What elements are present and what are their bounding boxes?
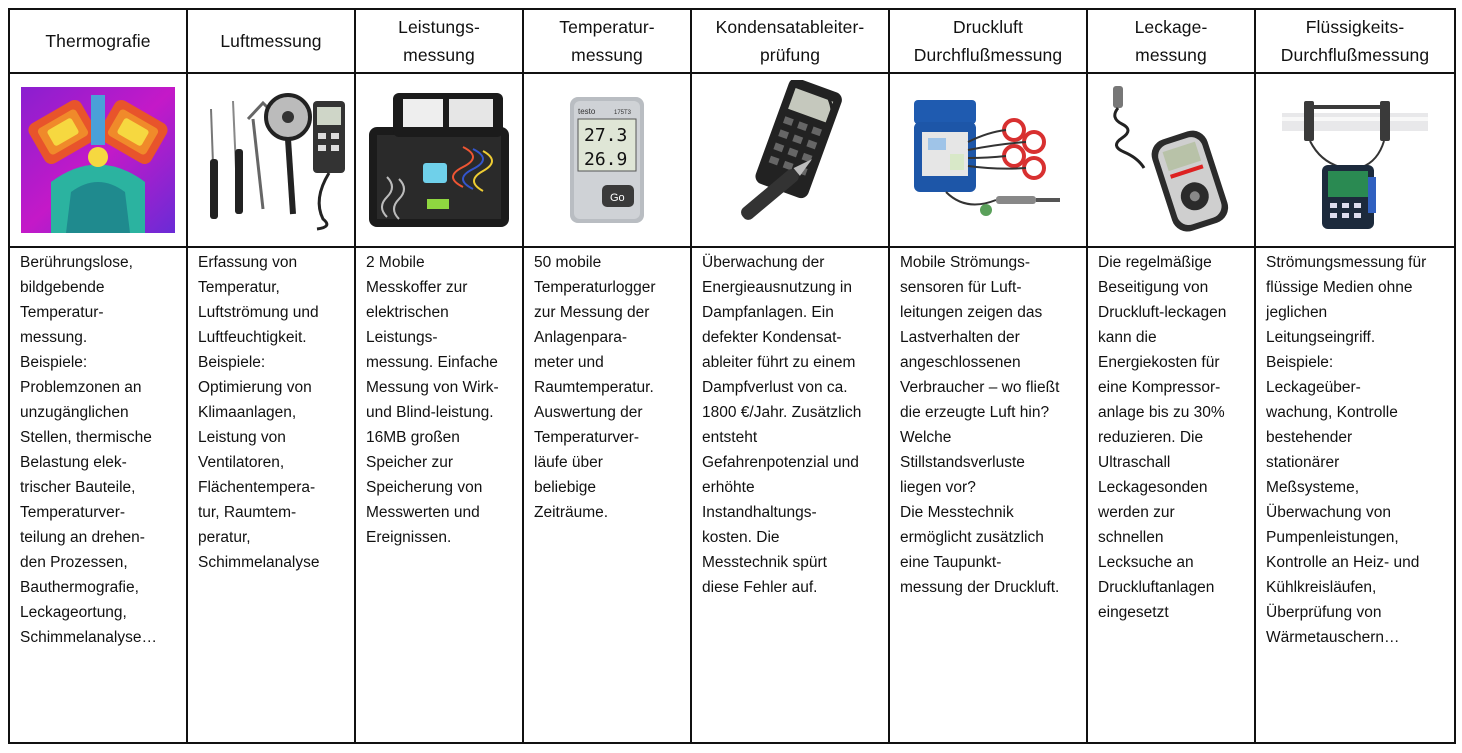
description-cell: [1255, 247, 1455, 743]
description-thermografie: Berührungslose, bildgebende Temperatur- messung. Beispiele: Problemzonen an unzugänglichen Stellen, thermische Belastung elek- trischer Bauteile, Temperaturver- teilung an drehen- den Prozessen, Bauthermografie, Leckageortung, Schimmelanalyse…: [20, 254, 157, 646]
header-row: [9, 9, 1455, 73]
header-cell: [889, 9, 1087, 73]
description-luftmessung: Erfassung von Temperatur, Luftströmung und Luftfeuchtigkeit. Beispiele: Optimierung von Klimaanlagen, Leistung von Ventilatoren, Flächentempera- tur, Raumtem- peratur, Schimmelanalyse: [198, 254, 320, 571]
steam-trap-tester-icon: [728, 80, 852, 240]
image-cell: [355, 73, 523, 247]
header-cell: [691, 9, 889, 73]
description-fluessigkeit: Strömungsmessung für flüssige Medien ohne jeglichen Leitungseingriff. Beispiele: Leckageüber- wachung, Kontrolle bestehender stationärer Meßsysteme, Überwachung von Pumpenleistungen, Kontrolle an Heiz- und Kühlkreisläufen, Überprüfung von Wärmetauschern…: [1266, 254, 1427, 646]
description-cell: [187, 247, 355, 743]
image-row: [9, 73, 1455, 247]
header-cell: [9, 9, 187, 73]
anemometer-probes-icon: [193, 89, 349, 231]
header-cell: [187, 9, 355, 73]
header-cell: [355, 9, 523, 73]
image-cell: [691, 73, 889, 247]
header-cell: [1087, 9, 1255, 73]
description-cell: [355, 247, 523, 743]
column-title-temperaturmessung: Temperatur- messung: [559, 17, 655, 65]
description-leistungsmessung: 2 Mobile Messkoffer zur elektrischen Leistungs- messung. Einfache Messung von Wirk- und Blind-leistung. 16MB großen Speicher zur Speicherung von Messwerten und Ereignissen.: [366, 254, 499, 546]
image-cell: [889, 73, 1087, 247]
description-cell: [9, 247, 187, 743]
image-cell: [523, 73, 691, 247]
header-cell: [523, 9, 691, 73]
description-cell: [1087, 247, 1255, 743]
power-meter-case-icon: [363, 87, 515, 233]
thermal-image-icon: [21, 87, 175, 233]
image-cell: [9, 73, 187, 247]
temperature-logger-icon: [570, 97, 644, 223]
logger-value-1: 27.3: [584, 125, 628, 146]
column-title-thermografie: Thermografie: [45, 31, 151, 51]
description-leckage: Die regelmäßige Beseitigung von Druckluft-leckagen kann die Energiekosten für eine Kompressor- anlage bis zu 30% reduzieren. Die Ultraschall Leckagesonden werden zur schnellen Lecksuche an Druckluftanlagen eingesetzt: [1098, 254, 1227, 621]
logger-value-2: 26.9: [584, 149, 628, 170]
description-kondensatableiter: Überwachung der Energieausnutzung in Dampfanlagen. Ein defekter Kondensat- ableiter führt zu einem Dampfverlust von ca. 1800 €/Jahr. Zusätzlich entsteht Gefahrenpotenzial und erhöhte Instandhaltungs- kosten. Die Messtechnik spürt diese Fehler auf.: [702, 254, 862, 596]
logger-go-button: Go: [610, 192, 625, 204]
description-cell: [889, 247, 1087, 743]
column-title-leistungsmessung: Leistungs- messung: [398, 17, 480, 65]
flow-sensor-case-icon: [906, 92, 1070, 228]
column-title-leckage: Leckage- messung: [1134, 17, 1208, 65]
description-druckluft: Mobile Strömungs- sensoren für Luft- leitungen zeigen das Lastverhalten der angeschlossenen Verbraucher – wo fließt die erzeugte Luft hin? Welche Stillstandsverluste liegen vor? Die Messtechnik ermöglicht zusätzlich eine Taupunkt- messung der Druckluft.: [900, 254, 1060, 596]
logger-brand: testo: [578, 107, 596, 116]
image-cell: [187, 73, 355, 247]
image-cell: [1087, 73, 1255, 247]
ultrasonic-leak-detector-icon: [1103, 82, 1239, 238]
description-cell: [523, 247, 691, 743]
ultrasonic-flowmeter-icon: [1280, 87, 1430, 233]
column-title-kondensatableiter: Kondensatableiter- prüfung: [715, 17, 865, 65]
column-title-druckluft: Druckluft Durchflußmessung: [913, 17, 1063, 65]
description-row: [9, 247, 1455, 743]
measurement-services-table: [8, 8, 1456, 744]
column-title-luftmessung: Luftmessung: [220, 31, 322, 51]
header-cell: [1255, 9, 1455, 73]
column-title-fluessigkeit: Flüssigkeits- Durchflußmessung: [1280, 17, 1430, 65]
image-cell: [1255, 73, 1455, 247]
description-cell: [691, 247, 889, 743]
description-temperaturmessung: 50 mobile Temperaturlogger zur Messung der Anlagenpara- meter und Raumtemperatur. Auswertung der Temperaturver- läufe über beliebige Zeiträume.: [534, 254, 656, 521]
logger-model: 175T3: [614, 110, 632, 116]
